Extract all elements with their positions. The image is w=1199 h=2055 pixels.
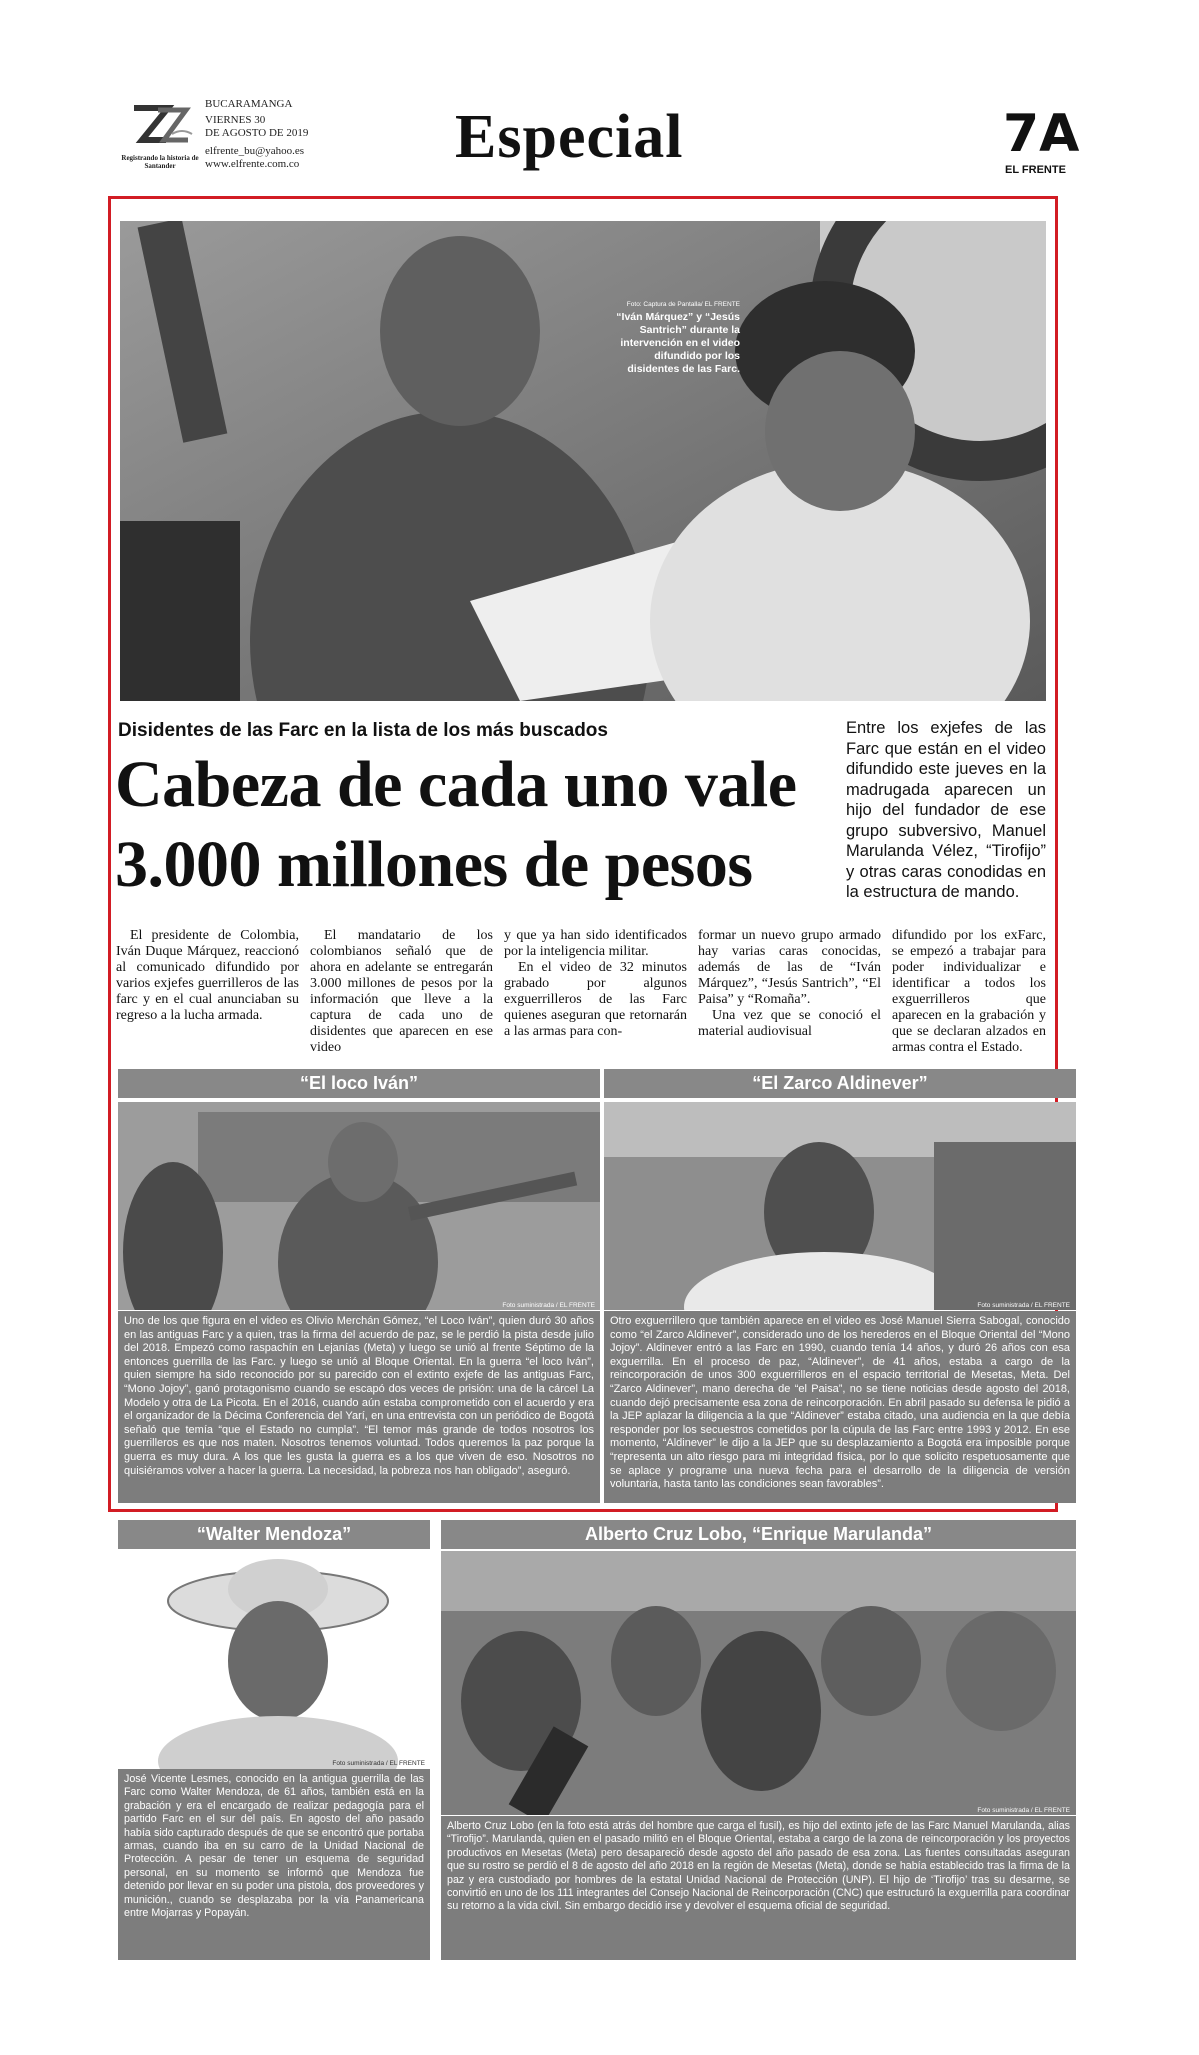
brand-name: EL FRENTE — [1005, 164, 1066, 176]
article-paragraph: En el video de 32 minutos grabado por algunos exguerrilleros de las Farc quienes aseguran que retornarán a las armas para con- — [504, 960, 687, 1039]
headline-line-1: Cabeza de cada uno vale — [115, 748, 797, 821]
box-alberto-title: Alberto Cruz Lobo, “Enrique Marulanda” — [441, 1520, 1076, 1549]
box-ivan-title: “El loco Iván” — [118, 1069, 600, 1098]
box-walter-title: “Walter Mendoza” — [118, 1520, 430, 1549]
article-column-2 — [310, 928, 493, 1056]
article-lede: Entre los exjefes de las Farc que están en el video difundido este jueves en la madrugada aparecen un hijo del fundador de ese grupo subversivo, Manuel Marulanda Vélez, “Tirofijo” y otras caras conodidas en la estructura de mando. — [846, 719, 1046, 901]
box-alberto-photo — [441, 1551, 1076, 1815]
page-number: 7A — [1003, 104, 1080, 164]
box-walter-credit: Foto suministrada / EL FRENTE — [332, 1760, 425, 1767]
header-email[interactable]: elfrente_bu@yahoo.es — [205, 145, 305, 157]
section-title: Especial — [455, 103, 684, 171]
article-column-1 — [116, 928, 299, 1024]
box-zarco-title: “El Zarco Aldinever” — [604, 1069, 1076, 1098]
newspaper-logo — [128, 100, 198, 162]
article-paragraph: formar un nuevo grupo armado hay varias caras conocidas, además de las de “Iván Márquez”, “Jesús Santrich”, “El Paisa” y “Romaña”. — [698, 928, 881, 1007]
article-headline — [115, 745, 815, 905]
article-paragraph: El presidente de Colombia, Iván Duque Márquez, reaccionó al comunicado difundido por varios exjefes guerrilleros de las farc y en el cual anunciaban su regreso a la lucha armada. — [116, 928, 299, 1023]
box-zarco-credit: Foto suministrada / EL FRENTE — [977, 1302, 1070, 1309]
article-column-3 — [504, 928, 687, 1040]
header-date-line2: DE AGOSTO DE 2019 — [205, 127, 309, 139]
article-paragraph: El mandatario de los colombianos señaló que de ahora en adelante se entregarán 3.000 millones de pesos por la información que lleve a la captura de cada uno de disidentes que aparecen en ese video — [310, 928, 493, 1055]
header-website[interactable]: www.elfrente.com.co — [205, 158, 300, 170]
box-ivan-credit: Foto suministrada / EL FRENTE — [502, 1302, 595, 1309]
box-walter-photo — [118, 1551, 430, 1769]
box-paragraph: José Vicente Lesmes, conocido en la antigua guerrilla de las Farc como Walter Mendoza, de 61 años, también está en la grabación y era el encargado de realizar pedagogía para el partido Farc en el sur del país. En agosto del año pasado había sido capturado después de que se encontró que portaba armas, cuando iba en su carro de la Unidad Nacional de Protección. A pesar de tener un esquema de seguridad personal, en su momento se informó que Mendoza fue detenido por llevar en su poder una pistola, dos proveedores y munición., cuando se desplazaba por la vía Panamericana entre Mojarras y Popayán. — [124, 1773, 424, 1920]
box-alberto-credit: Foto suministrada / EL FRENTE — [977, 1807, 1070, 1814]
box-zarco-photo — [604, 1102, 1076, 1310]
box-ivan-photo — [118, 1102, 600, 1310]
header-city: BUCARAMANGA — [205, 98, 293, 110]
article-paragraph: difundido por los exFarc, se empezó a trabajar para poder individualizar e identificar a todos los exguerrilleros que aparecen en la grabación y que se declaran alzados en armas contra el Estado. — [892, 928, 1046, 1055]
header-date-line1: VIERNES 30 — [205, 114, 266, 126]
box-alberto-text — [441, 1816, 1076, 1960]
headline-line-2: 3.000 millones de pesos — [115, 828, 753, 901]
article-paragraph: Una vez que se conoció el material audiovisual — [698, 1008, 881, 1039]
main-photo — [120, 221, 1046, 701]
main-photo-caption: “Iván Márquez” y “Jesús Santrich” durante la intervención en el video difundido por los disidentes de las Farc. — [616, 311, 740, 375]
box-zarco-text — [604, 1311, 1076, 1503]
box-walter-text — [118, 1769, 430, 1960]
article-paragraph: y que ya han sido identificados por la inteligencia militar. — [504, 928, 687, 959]
article-column-5 — [892, 928, 1046, 1056]
logo-tagline: Registrando la historia de Santander — [121, 154, 199, 170]
box-ivan-text — [118, 1311, 600, 1503]
main-photo-credit: Foto: Captura de Pantalla/ EL FRENTE — [626, 301, 740, 308]
logo-mark-icon — [128, 100, 198, 162]
article-kicker: Disidentes de las Farc en la lista de los más buscados — [118, 720, 608, 741]
article-column-4 — [698, 928, 881, 1040]
box-paragraph: Alberto Cruz Lobo (en la foto está atrás del hombre que carga el fusil), es hijo del extinto jefe de las Farc Manuel Marulanda, alias “Tirofijo”. Marulanda, quien en el pasado militó en el Bloque Oriental, estaba a cargo de la zona de reincorporación y los proyectos productivos en Mesetas (Meta) pero desapareció desde agosto del año pasado de esa zona. Las fuentes consultadas aseguran que su rostro se perdió el 8 de agosto del año 2018 en la región de Mesetas (Meta), donde se había establecido tras la firma de la paz y era custodiado por hombres de la estatal Unidad Nacional de Protección (UNP). El hijo de ‘Tirofijo’ tras su desarme, se convirtió en uno de los 111 integrantes del Consejo Nacional de Reincorporación (CNC) que estructuró la exguerrilla para coordinar su retorno a la vida civil. Sin embargo decidió irse y devolver el esquema oficial de seguridad. — [447, 1820, 1070, 1913]
box-paragraph: Uno de los que figura en el video es Olivio Merchán Gómez, “el Loco Iván”, quien duró 30 años en las antiguas Farc y a quien, tras la firma del acuerdo de paz, se le perdió la pista desde julio del 2018. Empezó como raspachín en Lejanías (Meta) y luego se unió al frente Séptimo de la entonces guerrilla de las Farc. y luego se unió al Bloque Oriental. En la guerra “el loco Iván”, quien siempre ha sido reconocido por su parecido con el extinto exjefe de las antiguas Farc, “Mono Jojoy”, ganó protagonismo cuando se escapó dos veces de prisión: una de la cárcel La Modelo y otra de La Picota. En el 2016, cuando aún estaba comprometido con el acuerdo y era el organizador de la Décima Conferencia del Yarí, en una entrevista con un periódico de Bogotá señaló que temía “que el Estado no cumpla”. “El temor más grande de todos nosotros los guerrilleros es que nos maten. Nosotros tenemos voluntad. Todos queremos la paz porque la guerra es muy dura. A los que les gusta la guerra es a los que viven de eso. Nosotros no quisiéramos volver a hacer la guerra. La necesidad, la pobreza nos han obligado”, aseguró. — [124, 1315, 594, 1477]
box-paragraph: Otro exguerrillero que también aparece en el video es José Manuel Sierra Sabogal, conocido como “el Zarco Aldinever”, considerado uno de los herederos en el Bloque Oriental del “Mono Jojoy”. Aldinever entró a las Farc en 1990, cuando tenía 14 años, y duró 26 años con esa exguerrilla. En el proceso de paz, “Aldinever”, de 41 años, estaba a cargo de la reincorporación de unos 300 exguerrilleros en el espacio territorial de Mesetas, Meta. Del “Zarco Aldinever”, mano derecha de “el Paisa”, no se tiene noticias desde agosto del 2018, cuando dejó precisamente esa zona de reincorporación. En abril pasado su defensa le pidió a la JEP aplazar la diligencia a la que “Aldinever” estaba citado, una audiencia en la que debía responder por los secuestros cometidos por la cúpula de las Farc entre 1993 y 2012. En ese momento, “Aldinever” le dijo a la JEP que su desplazamiento a Bogotá era imposible porque “representa un alto riesgo para mi integridad física, por lo que solicito respetuosamente que se aplace y programe una nueva fecha para el desarrollo de la diligencia de versión voluntaria, hasta tanto las condiciones sean favorables”. — [610, 1315, 1070, 1491]
